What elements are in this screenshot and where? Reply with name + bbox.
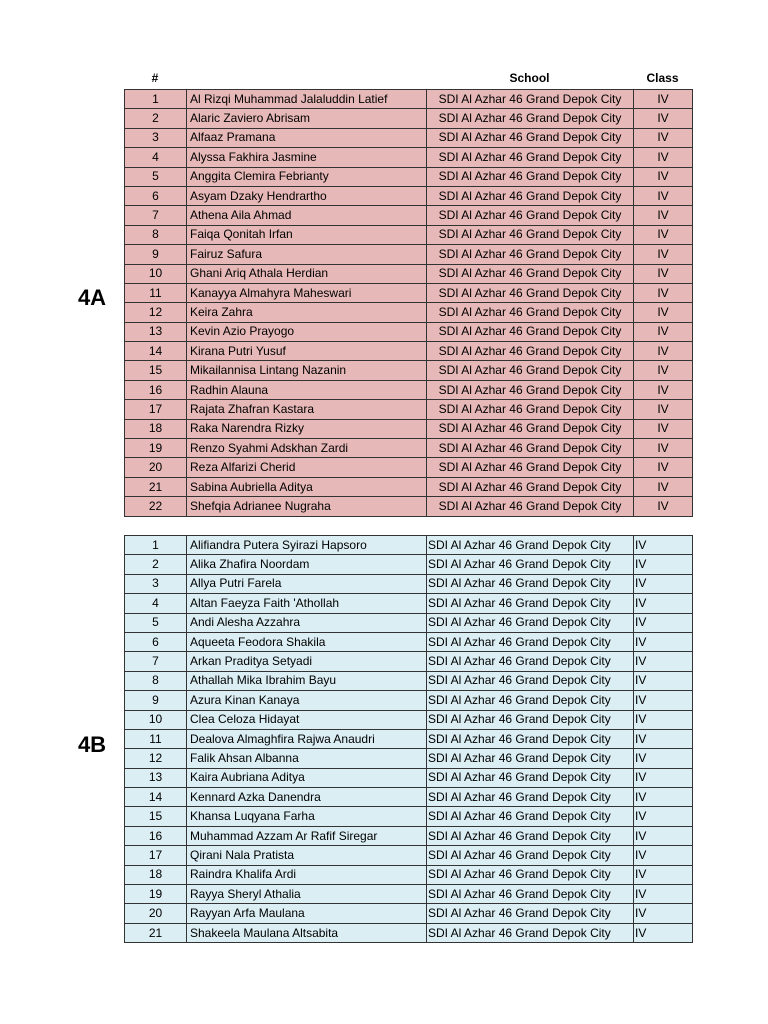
class-name-cell: IV: [634, 652, 693, 671]
school-name-cell: SDI Al Azhar 46 Grand Depok City: [427, 400, 634, 419]
table-row: [125, 109, 693, 128]
student-number-cell: 7: [125, 206, 187, 225]
class-name-cell: IV: [634, 361, 693, 380]
table-row: [125, 904, 693, 923]
student-name-cell: Kaira Aubriana Aditya: [187, 768, 427, 787]
table-row: [125, 322, 693, 341]
student-number-cell: 21: [125, 923, 187, 942]
school-name-cell: SDI Al Azhar 46 Grand Depok City: [427, 109, 634, 128]
student-name-cell: Raka Narendra Rizky: [187, 419, 427, 438]
table-row: [125, 283, 693, 302]
student-name-cell: Fairuz Safura: [187, 245, 427, 264]
student-name-cell: Rayyan Arfa Maulana: [187, 904, 427, 923]
student-name-cell: Rayya Sheryl Athalia: [187, 885, 427, 904]
student-number-cell: 3: [125, 128, 187, 147]
class-name-cell: IV: [634, 710, 693, 729]
table-row: [125, 729, 693, 748]
student-name-cell: Rajata Zhafran Kastara: [187, 400, 427, 419]
class-name-cell: IV: [634, 458, 693, 477]
school-name-cell: SDI Al Azhar 46 Grand Depok City: [427, 923, 634, 942]
student-number-cell: 1: [125, 536, 187, 555]
table-row: [125, 749, 693, 768]
header-class: Class: [646, 71, 679, 85]
student-name-cell: Clea Celoza Hidayat: [187, 710, 427, 729]
student-number-cell: 1: [125, 90, 187, 109]
roster-table-4b: [124, 535, 693, 943]
school-name-cell: SDI Al Azhar 46 Grand Depok City: [427, 555, 634, 574]
class-name-cell: IV: [634, 167, 693, 186]
student-number-cell: 18: [125, 865, 187, 884]
student-number-cell: 4: [125, 594, 187, 613]
student-number-cell: 2: [125, 109, 187, 128]
school-name-cell: SDI Al Azhar 46 Grand Depok City: [427, 342, 634, 361]
student-name-cell: Raindra Khalifa Ardi: [187, 865, 427, 884]
table-row: [125, 555, 693, 574]
table-row: [125, 342, 693, 361]
student-name-cell: Qirani Nala Pratista: [187, 846, 427, 865]
student-name-cell: Falik Ahsan Albanna: [187, 749, 427, 768]
school-name-cell: SDI Al Azhar 46 Grand Depok City: [427, 885, 634, 904]
school-name-cell: SDI Al Azhar 46 Grand Depok City: [427, 148, 634, 167]
school-name-cell: SDI Al Azhar 46 Grand Depok City: [427, 245, 634, 264]
table-row: [125, 807, 693, 826]
student-number-cell: 6: [125, 186, 187, 205]
school-name-cell: SDI Al Azhar 46 Grand Depok City: [427, 283, 634, 302]
student-name-cell: Allya Putri Farela: [187, 574, 427, 593]
table-row: [125, 885, 693, 904]
student-number-cell: 19: [125, 885, 187, 904]
class-name-cell: IV: [634, 264, 693, 283]
school-name-cell: SDI Al Azhar 46 Grand Depok City: [427, 536, 634, 555]
student-number-cell: 11: [125, 729, 187, 748]
header-school: School: [509, 71, 550, 85]
table-row: [125, 186, 693, 205]
table-row: [125, 536, 693, 555]
student-number-cell: 10: [125, 710, 187, 729]
table-row: [125, 419, 693, 438]
student-number-cell: 17: [125, 846, 187, 865]
school-name-cell: SDI Al Azhar 46 Grand Depok City: [427, 826, 634, 845]
student-name-cell: Athallah Mika Ibrahim Bayu: [187, 671, 427, 690]
table-row: [125, 206, 693, 225]
class-name-cell: IV: [634, 632, 693, 651]
student-name-cell: Khansa Luqyana Farha: [187, 807, 427, 826]
school-name-cell: SDI Al Azhar 46 Grand Depok City: [427, 458, 634, 477]
school-name-cell: SDI Al Azhar 46 Grand Depok City: [427, 497, 634, 516]
school-name-cell: SDI Al Azhar 46 Grand Depok City: [427, 671, 634, 690]
student-number-cell: 12: [125, 749, 187, 768]
table-row: [125, 788, 693, 807]
student-name-cell: Asyam Dzaky Hendrartho: [187, 186, 427, 205]
student-number-cell: 5: [125, 613, 187, 632]
school-name-cell: SDI Al Azhar 46 Grand Depok City: [427, 846, 634, 865]
student-name-cell: Alyssa Fakhira Jasmine: [187, 148, 427, 167]
class-name-cell: IV: [634, 594, 693, 613]
class-name-cell: IV: [634, 90, 693, 109]
student-name-cell: Kennard Azka Danendra: [187, 788, 427, 807]
class-name-cell: IV: [634, 225, 693, 244]
table-row: [125, 923, 693, 942]
table-row: [125, 264, 693, 283]
student-number-cell: 15: [125, 807, 187, 826]
student-name-cell: Athena Aila Ahmad: [187, 206, 427, 225]
table-row: [125, 865, 693, 884]
section-label-4b: 4B: [77, 732, 107, 757]
student-number-cell: 19: [125, 439, 187, 458]
table-row: [125, 380, 693, 399]
class-name-cell: IV: [634, 536, 693, 555]
table-row: [125, 167, 693, 186]
school-name-cell: SDI Al Azhar 46 Grand Depok City: [427, 691, 634, 710]
student-name-cell: Sabina Aubriella Aditya: [187, 477, 427, 496]
student-number-cell: 14: [125, 788, 187, 807]
school-name-cell: SDI Al Azhar 46 Grand Depok City: [427, 865, 634, 884]
school-name-cell: SDI Al Azhar 46 Grand Depok City: [427, 613, 634, 632]
class-name-cell: IV: [634, 574, 693, 593]
student-name-cell: Alika Zhafira Noordam: [187, 555, 427, 574]
school-name-cell: SDI Al Azhar 46 Grand Depok City: [427, 632, 634, 651]
student-number-cell: 7: [125, 652, 187, 671]
class-name-cell: IV: [634, 186, 693, 205]
student-number-cell: 17: [125, 400, 187, 419]
student-name-cell: Arkan Praditya Setyadi: [187, 652, 427, 671]
student-number-cell: 18: [125, 419, 187, 438]
class-name-cell: IV: [634, 342, 693, 361]
student-number-cell: 9: [125, 691, 187, 710]
student-number-cell: 8: [125, 225, 187, 244]
student-name-cell: Muhammad Azzam Ar Rafif Siregar: [187, 826, 427, 845]
student-name-cell: Alaric Zaviero Abrisam: [187, 109, 427, 128]
student-number-cell: 5: [125, 167, 187, 186]
table-row: [125, 361, 693, 380]
table-row: [125, 148, 693, 167]
student-name-cell: Radhin Alauna: [187, 380, 427, 399]
school-name-cell: SDI Al Azhar 46 Grand Depok City: [427, 303, 634, 322]
class-name-cell: IV: [634, 477, 693, 496]
section-label-4a: 4A: [77, 285, 107, 310]
school-name-cell: SDI Al Azhar 46 Grand Depok City: [427, 225, 634, 244]
class-name-cell: IV: [634, 283, 693, 302]
student-number-cell: 14: [125, 342, 187, 361]
student-number-cell: 2: [125, 555, 187, 574]
student-number-cell: 20: [125, 458, 187, 477]
class-name-cell: IV: [634, 826, 693, 845]
student-name-cell: Andi Alesha Azzahra: [187, 613, 427, 632]
class-name-cell: IV: [634, 807, 693, 826]
student-number-cell: 8: [125, 671, 187, 690]
school-name-cell: SDI Al Azhar 46 Grand Depok City: [427, 128, 634, 147]
class-name-cell: IV: [634, 400, 693, 419]
class-name-cell: IV: [634, 380, 693, 399]
table-row: [125, 632, 693, 651]
student-name-cell: Al Rizqi Muhammad Jalaluddin Latief: [187, 90, 427, 109]
class-name-cell: IV: [634, 671, 693, 690]
class-name-cell: IV: [634, 419, 693, 438]
table-row: [125, 652, 693, 671]
class-name-cell: IV: [634, 885, 693, 904]
table-row: [125, 594, 693, 613]
class-name-cell: IV: [634, 846, 693, 865]
student-number-cell: 20: [125, 904, 187, 923]
student-name-cell: Shakeela Maulana Altsabita: [187, 923, 427, 942]
student-name-cell: Alifiandra Putera Syirazi Hapsoro: [187, 536, 427, 555]
school-name-cell: SDI Al Azhar 46 Grand Depok City: [427, 574, 634, 593]
school-name-cell: SDI Al Azhar 46 Grand Depok City: [427, 380, 634, 399]
class-name-cell: IV: [634, 148, 693, 167]
student-number-cell: 16: [125, 826, 187, 845]
school-name-cell: SDI Al Azhar 46 Grand Depok City: [427, 439, 634, 458]
table-row: [125, 477, 693, 496]
school-name-cell: SDI Al Azhar 46 Grand Depok City: [427, 729, 634, 748]
class-name-cell: IV: [634, 865, 693, 884]
student-number-cell: 21: [125, 477, 187, 496]
student-name-cell: Mikailannisa Lintang Nazanin: [187, 361, 427, 380]
table-row: [125, 128, 693, 147]
class-name-cell: IV: [634, 322, 693, 341]
student-number-cell: 12: [125, 303, 187, 322]
table-row: [125, 768, 693, 787]
school-name-cell: SDI Al Azhar 46 Grand Depok City: [427, 90, 634, 109]
school-name-cell: SDI Al Azhar 46 Grand Depok City: [427, 167, 634, 186]
student-name-cell: Altan Faeyza Faith 'Athollah: [187, 594, 427, 613]
table-header: [124, 70, 692, 88]
school-name-cell: SDI Al Azhar 46 Grand Depok City: [427, 768, 634, 787]
student-number-cell: 4: [125, 148, 187, 167]
student-name-cell: Kevin Azio Prayogo: [187, 322, 427, 341]
table-row: [125, 497, 693, 516]
school-name-cell: SDI Al Azhar 46 Grand Depok City: [427, 361, 634, 380]
table-row: [125, 439, 693, 458]
student-name-cell: Renzo Syahmi Adskhan Zardi: [187, 439, 427, 458]
student-name-cell: Aqueeta Feodora Shakila: [187, 632, 427, 651]
student-number-cell: 3: [125, 574, 187, 593]
class-name-cell: IV: [634, 128, 693, 147]
school-name-cell: SDI Al Azhar 46 Grand Depok City: [427, 904, 634, 923]
class-name-cell: IV: [634, 613, 693, 632]
student-name-cell: Keira Zahra: [187, 303, 427, 322]
class-name-cell: IV: [634, 245, 693, 264]
school-name-cell: SDI Al Azhar 46 Grand Depok City: [427, 206, 634, 225]
class-name-cell: IV: [634, 303, 693, 322]
table-row: [125, 303, 693, 322]
student-number-cell: 9: [125, 245, 187, 264]
school-name-cell: SDI Al Azhar 46 Grand Depok City: [427, 322, 634, 341]
class-name-cell: IV: [634, 439, 693, 458]
student-number-cell: 11: [125, 283, 187, 302]
class-name-cell: IV: [634, 768, 693, 787]
class-name-cell: IV: [634, 691, 693, 710]
student-name-cell: Azura Kinan Kanaya: [187, 691, 427, 710]
student-name-cell: Dealova Almaghfira Rajwa Anaudri: [187, 729, 427, 748]
class-name-cell: IV: [634, 749, 693, 768]
table-row: [125, 613, 693, 632]
class-name-cell: IV: [634, 788, 693, 807]
table-row: [125, 671, 693, 690]
school-name-cell: SDI Al Azhar 46 Grand Depok City: [427, 807, 634, 826]
table-row: [125, 400, 693, 419]
student-name-cell: Kirana Putri Yusuf: [187, 342, 427, 361]
school-name-cell: SDI Al Azhar 46 Grand Depok City: [427, 788, 634, 807]
school-name-cell: SDI Al Azhar 46 Grand Depok City: [427, 749, 634, 768]
student-name-cell: Anggita Clemira Febrianty: [187, 167, 427, 186]
table-row: [125, 691, 693, 710]
student-number-cell: 13: [125, 768, 187, 787]
class-name-cell: IV: [634, 497, 693, 516]
student-number-cell: 22: [125, 497, 187, 516]
student-number-cell: 10: [125, 264, 187, 283]
school-name-cell: SDI Al Azhar 46 Grand Depok City: [427, 264, 634, 283]
school-name-cell: SDI Al Azhar 46 Grand Depok City: [427, 477, 634, 496]
class-name-cell: IV: [634, 109, 693, 128]
table-row: [125, 458, 693, 477]
student-name-cell: Reza Alfarizi Cherid: [187, 458, 427, 477]
student-number-cell: 13: [125, 322, 187, 341]
student-name-cell: Kanayya Almahyra Maheswari: [187, 283, 427, 302]
school-name-cell: SDI Al Azhar 46 Grand Depok City: [427, 594, 634, 613]
school-name-cell: SDI Al Azhar 46 Grand Depok City: [427, 186, 634, 205]
table-row: [125, 846, 693, 865]
student-number-cell: 16: [125, 380, 187, 399]
school-name-cell: SDI Al Azhar 46 Grand Depok City: [427, 710, 634, 729]
student-name-cell: Alfaaz Pramana: [187, 128, 427, 147]
school-name-cell: SDI Al Azhar 46 Grand Depok City: [427, 652, 634, 671]
roster-table-4a: [124, 89, 693, 517]
class-name-cell: IV: [634, 555, 693, 574]
class-name-cell: IV: [634, 729, 693, 748]
table-row: [125, 574, 693, 593]
student-name-cell: Ghani Ariq Athala Herdian: [187, 264, 427, 283]
header-number: #: [151, 71, 159, 85]
student-number-cell: 15: [125, 361, 187, 380]
student-number-cell: 6: [125, 632, 187, 651]
table-row: [125, 245, 693, 264]
student-name-cell: Shefqia Adrianee Nugraha: [187, 497, 427, 516]
table-row: [125, 710, 693, 729]
class-name-cell: IV: [634, 923, 693, 942]
class-name-cell: IV: [634, 206, 693, 225]
student-name-cell: Faiqa Qonitah Irfan: [187, 225, 427, 244]
table-row: [125, 225, 693, 244]
school-name-cell: SDI Al Azhar 46 Grand Depok City: [427, 419, 634, 438]
table-row: [125, 90, 693, 109]
table-row: [125, 826, 693, 845]
class-name-cell: IV: [634, 904, 693, 923]
